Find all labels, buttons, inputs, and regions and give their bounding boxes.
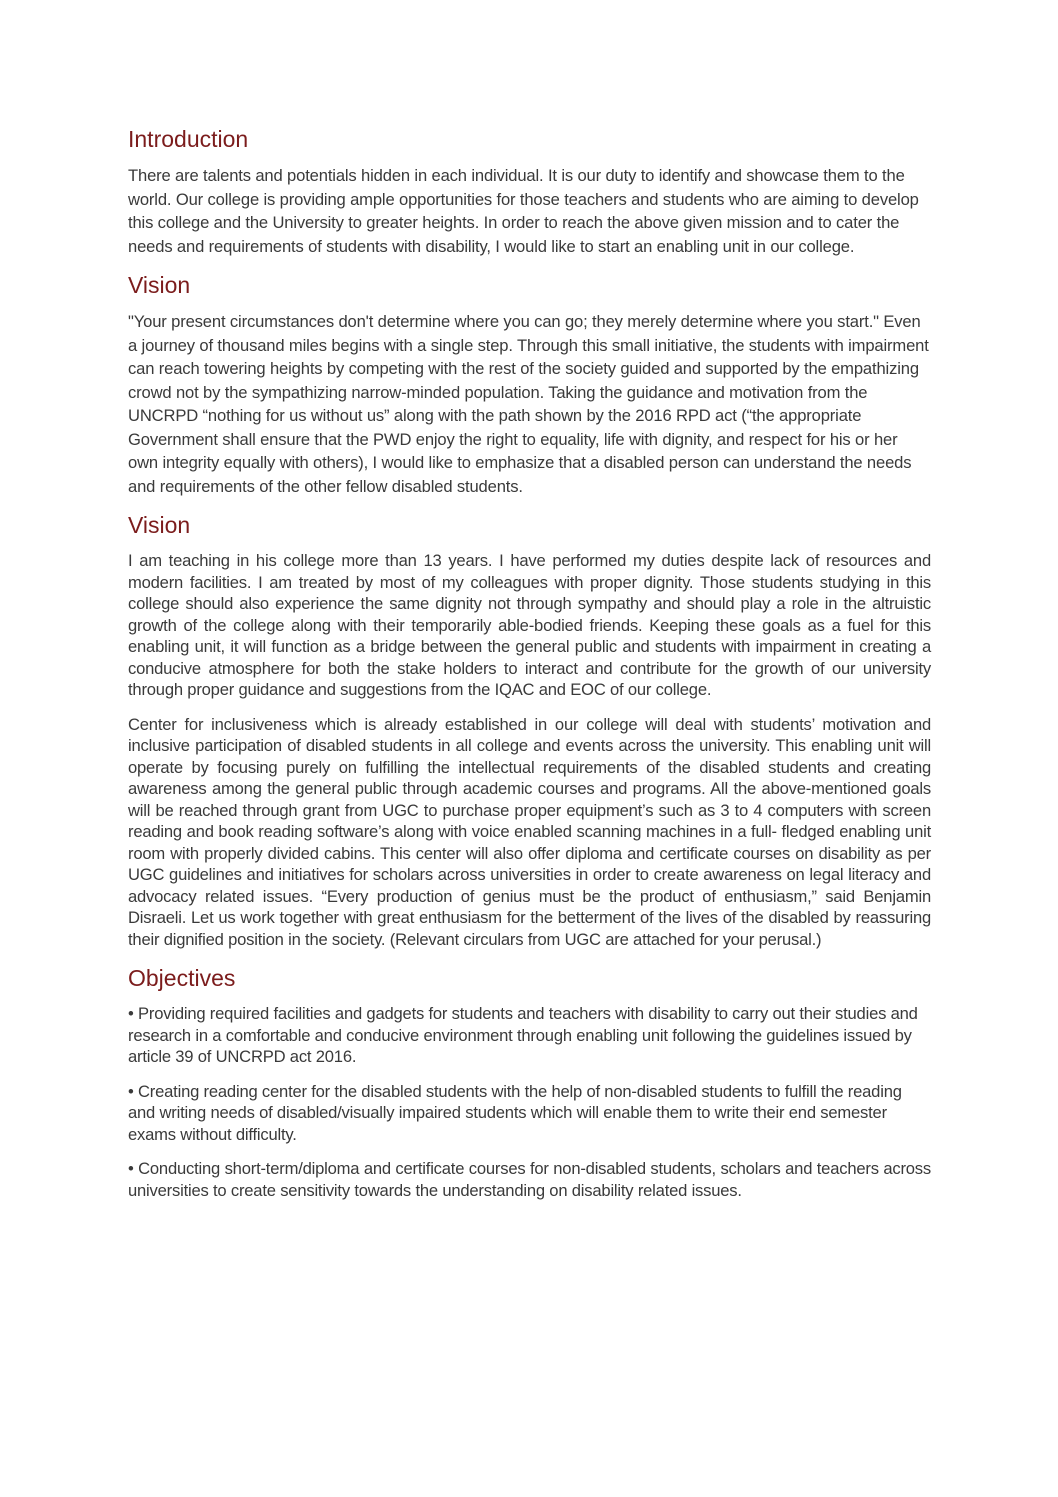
- objectives-section: [128, 963, 931, 1201]
- objective-item: • Providing required facilities and gadgets for students and teachers with disability to carry out their studies and research in a comfortable and conducive environment through enabling unit following the guidelines issued by article 39 of UNCRPD act 2016.: [128, 1004, 918, 1066]
- vision-paragraph-1: "Your present circumstances don't determine where you can go; they merely determine where you start." Even a journey of thousand miles begins with a single step. Through this small initiative, the students with impairment can reach towering heights by competing with the rest of the society guided and supported by the empathizing crowd not by the sympathizing narrow-minded population. Taking the guidance and motivation from the UNCRPD “nothing for us without us” along with the path shown by the 2016 RPD act (“the appropriate Government shall ensure that the PWD enjoy the right to equality, life with dignity, and respect for his or her own integrity equally with others), I would like to emphasize that a disabled person can understand the needs and requirements of the other fellow disabled students.: [128, 312, 929, 496]
- objectives-heading: Objectives: [128, 965, 236, 991]
- introduction-paragraph: There are talents and potentials hidden in each individual. It is our duty to identify and showcase them to the world. Our college is providing ample opportunities for those teachers and students who are aiming to develop this college and the University to greater heights. In order to reach the above given mission and to cater the needs and requirements of students with disability, I would like to start an enabling unit in our college.: [128, 166, 919, 256]
- vision-section-1: [128, 270, 931, 498]
- vision-heading-1: Vision: [128, 272, 191, 298]
- vision-paragraph-2a: I am teaching in his college more than 13 years. I have performed my duties despite lack of resources and modern facilities. I am treated by most of my colleagues with proper dignity. Those students studying in this college should also experience the same dignity not through sympathy and should play a role in the altruistic growth of the college along with their temporarily able-bodied friends. Keeping these goals as a fuel for this enabling unit, it will function as a bridge between the general public and students with impairment in creating a conducive atmosphere for both the stake holders to interact and contribute for the growth of our university through proper guidance and suggestions from the IQAC and EOC of our college.: [128, 551, 931, 699]
- vision-heading-2: Vision: [128, 512, 191, 538]
- document-page: [128, 124, 931, 1214]
- introduction-heading: Introduction: [128, 126, 249, 152]
- vision-paragraph-2b: Center for inclusiveness which is already established in our college will deal with students’ motivation and inclusive participation of disabled students in all college and events across the university. This enabling unit will operate by focusing purely on fulfilling the intellectual requirements of the disabled students and creating awareness among the general public through academic courses and programs. All the above-mentioned goals will be reached through grant from UGC to purchase proper equipment’s such as 3 to 4 computers with screen reading and book reading software’s along with voice enabled scanning machines in a full- fledged enabling unit room with properly divided cabins. This center will also offer diploma and certificate courses on disability as per UGC guidelines and initiatives for scholars across universities in order to create awareness on legal literacy and advocacy related issues. “Every production of genius must be the product of enthusiasm,” said Benjamin Disraeli. Let us work together with great enthusiasm for the betterment of the lives of the disabled by reassuring their dignified position in the society. (Relevant circulars from UGC are attached for your perusal.): [128, 714, 931, 949]
- objective-item: • Creating reading center for the disabled students with the help of non-disabled students to fulfill the reading and writing needs of disabled/visually impaired students which will enable them to write their end semester exams without difficulty.: [128, 1081, 902, 1144]
- vision-section-2: [128, 510, 931, 950]
- introduction-section: [128, 124, 931, 258]
- objective-item: • Conducting short-term/diploma and certificate courses for non-disabled students, scholars and teachers across universities to create sensitivity towards the understanding on disability related issues.: [128, 1159, 931, 1200]
